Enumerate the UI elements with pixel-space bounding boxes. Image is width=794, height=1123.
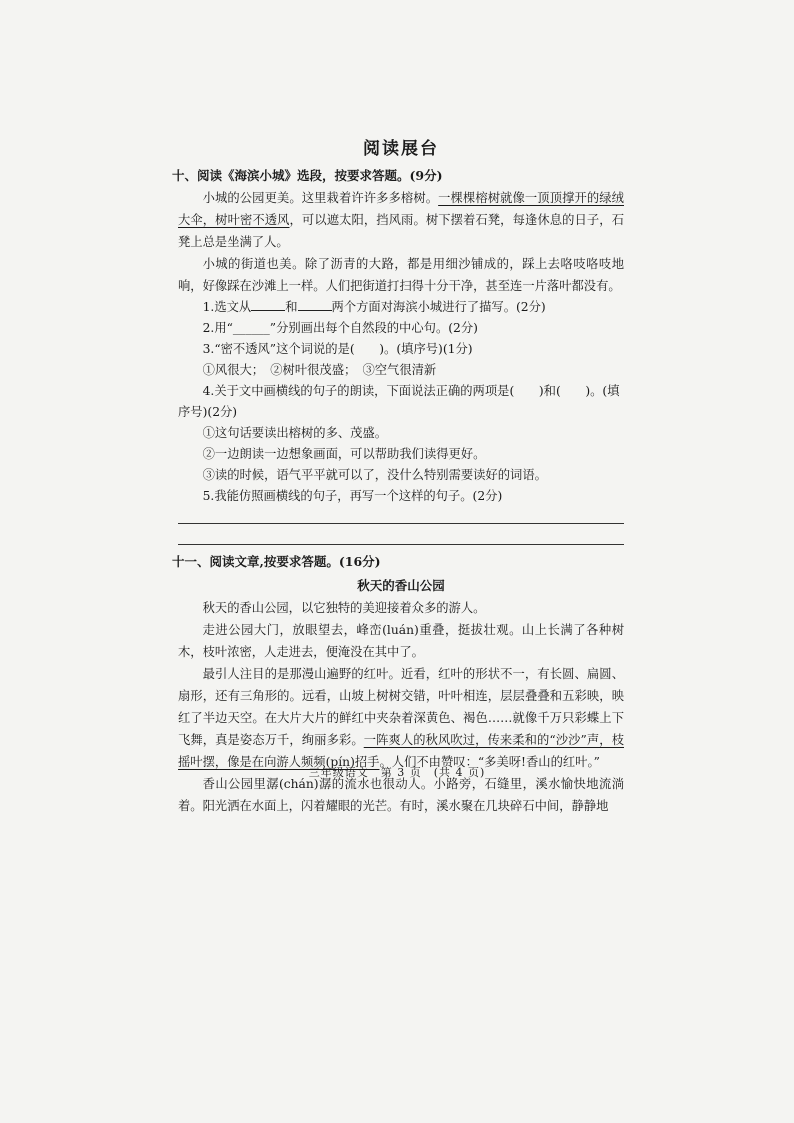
section-10-paragraph-1 — [178, 187, 624, 253]
article-paragraph-4: 香山公园里潺(chán)潺的流水也很动人。小路旁，石缝里，溪水愉快地流淌着。阳光洒在水面上，闪着耀眼的光芒。有时，溪水聚在几块碎石中间，静静地 — [178, 777, 624, 813]
question-10-1 — [178, 297, 624, 318]
section-10-heading: 十、阅读《海滨小城》选段，按要求答题。(9分) — [172, 168, 443, 183]
question-10-2: 2.用“______”分别画出每个自然段的中心句。(2分) — [202, 321, 478, 335]
question-10-4-option-2: ②一边朗读一边想象画面，可以帮助我们读得更好。 — [202, 447, 486, 461]
answer-line-1[interactable] — [178, 509, 624, 524]
exam-page — [172, 128, 624, 817]
article-paragraph-2: 走进公园大门，放眼望去，峰峦(luán)重叠，挺拔壮观。山上长满了各种树木，枝叶浓密，人走进去，便淹没在其中了。 — [178, 623, 624, 659]
p3-text-end: 。人们不由赞叹：“多美呀!香山的红叶。” — [379, 755, 600, 769]
q1-part-a: 1.选文从 — [202, 300, 252, 314]
article-paragraph-3 — [178, 663, 624, 773]
answer-line-2[interactable] — [178, 530, 624, 545]
question-10-4-option-1: ①这句话要读出榕树的多、茂盛。 — [202, 426, 388, 440]
answer-blank-1[interactable] — [251, 298, 285, 311]
question-10-4: 4.关于文中画横线的句子的朗读，下面说法正确的两项是( )和( )。(填序号)(2分) — [178, 384, 620, 419]
page-title: 阅读展台 — [363, 139, 439, 159]
question-10-4-option-3: ③读的时候，语气平平就可以了，没什么特别需要读好的词语。 — [202, 468, 547, 482]
q1-part-b: 和 — [285, 300, 298, 314]
p3-text-start: 最引人注目的是那漫山遍野的红叶。近看，红叶的形状不一，有长圆、扁圆、扇形，还有三角形的。远看，山坡上树树交错，叶叶相连，层层叠叠和五彩映，映红了半边天空。在大片大片的鲜红中夹杂着深黄色、褐色……就像千万只彩蝶上下飞舞，真是姿态万千，绚丽多彩。 — [178, 667, 624, 747]
para1-text-start: 小城的公园更美。这里栽着许许多多榕树。 — [202, 191, 439, 205]
question-10-3-options: ①风很大； ②树叶很茂盛； ③空气很清新 — [202, 363, 437, 377]
question-10-3: 3.“密不透风”这个词说的是( )。(填序号)(1分) — [202, 342, 473, 356]
question-10-5: 5.我能仿照画横线的句子，再写一个这样的句子。(2分) — [202, 489, 503, 503]
section-11-heading: 十一、阅读文章,按要求答题。(16分) — [172, 554, 381, 569]
para1-text-end: ，可以遮太阳，挡风雨。树下摆着石凳，每逢休息的日子，石凳上总是坐满了人。 — [178, 213, 624, 249]
section-10-paragraph-2: 小城的街道也美。除了沥青的大路，都是用细沙铺成的，踩上去咯吱咯吱地响，好像踩在沙滩上一样。人们把街道打扫得十分干净，甚至连一片落叶都没有。 — [178, 257, 624, 293]
answer-blank-2[interactable] — [298, 298, 332, 311]
p3-underlined-sentence: 一阵爽人的秋风吹过，传来柔和的“沙沙”声，枝摇叶摆，像是在向游人频频(pín)招手 — [178, 733, 624, 769]
article-paragraph-1: 秋天的香山公园，以它独特的美迎接着众多的游人。 — [202, 601, 486, 615]
q1-part-c: 两个方面对海滨小城进行了描写。(2分) — [331, 300, 546, 314]
para1-underlined-sentence: 一棵棵榕树就像一顶顶撑开的绿绒大伞，树叶密不透风 — [178, 191, 624, 227]
article-title: 秋天的香山公园 — [357, 578, 445, 593]
page-footer: 三年级语文 第 3 页 (共 4 页) — [308, 766, 486, 779]
